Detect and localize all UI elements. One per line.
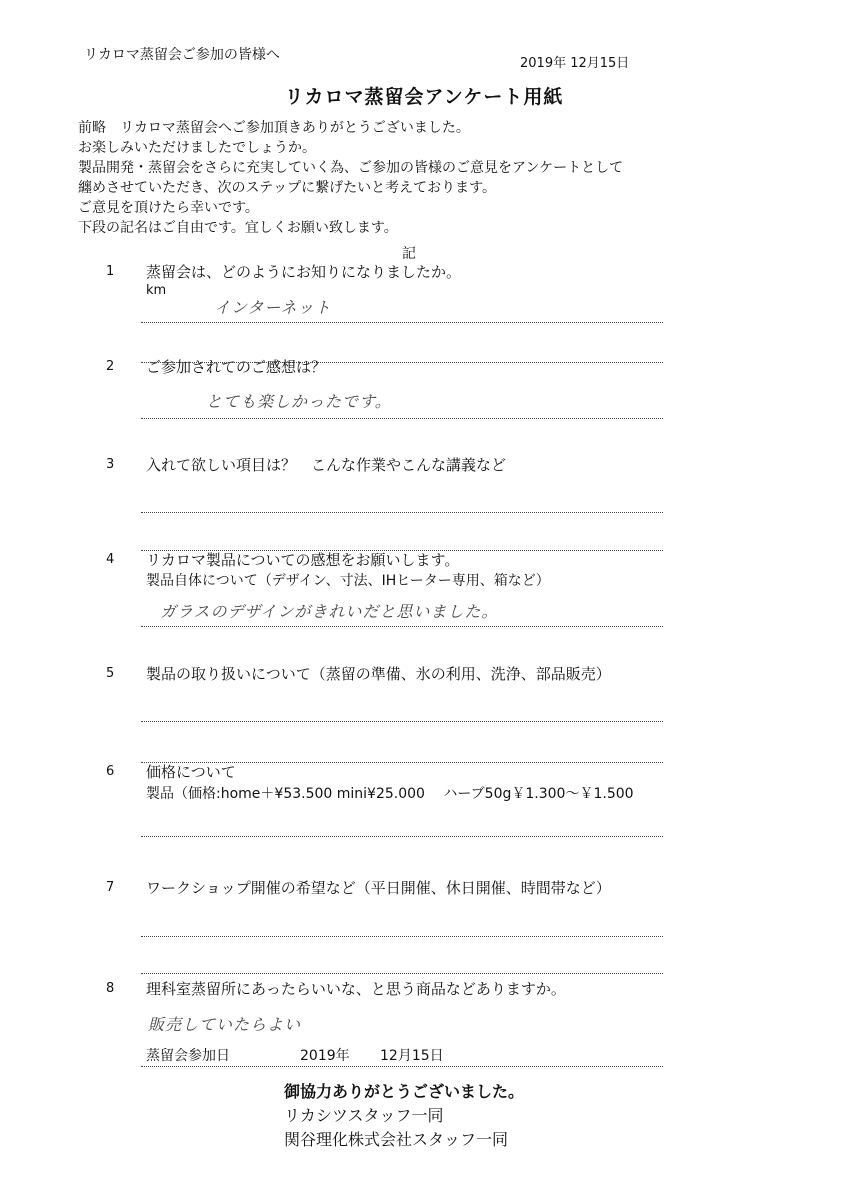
closing-thanks: 御協力ありがとうございました。 (284, 1082, 525, 1101)
question-4-answer[interactable]: ガラスのデザインがきれいだと思いました。 (160, 602, 499, 621)
intro-line: お楽しみいただけましたでしょうか。 (78, 140, 316, 156)
intro-line: 纏めさせていただき、次のステップに繋げたいと考えております。 (78, 180, 497, 196)
question-8-number: 8 (106, 981, 115, 996)
answer-line (141, 1066, 663, 1067)
question-1-answer[interactable]: インターネット (214, 298, 332, 317)
intro-line: ご意見を頂けたら幸いです。 (78, 200, 259, 216)
question-6-text: 価格について (146, 763, 236, 781)
question-5-text: 製品の取り扱いについて（蒸留の準備、氷の利用、洗浄、部品販売） (146, 665, 611, 683)
question-4-text: リカロマ製品についての感想をお願いします。 (146, 551, 460, 569)
intro-line: 前略 リカロマ蒸留会へご参加頂きありがとうございました。 (78, 120, 470, 136)
question-5-number: 5 (106, 666, 115, 681)
answer-line (141, 362, 663, 363)
question-7-text: ワークショップ開催の希望など（平日開催、休日開催、時間帯など） (146, 879, 611, 897)
attendance-date: 12月15日 (380, 1048, 444, 1064)
answer-line (141, 550, 663, 551)
answer-line (141, 418, 663, 419)
question-2-text: ご参加されてのご感想は？ (146, 358, 327, 376)
question-2-answer[interactable]: とても楽しかったです。 (206, 392, 392, 411)
question-7-number: 7 (106, 880, 115, 895)
answer-line (141, 322, 663, 323)
question-8-text: 理科室蒸留所にあったらいいな、と思う商品などありますか。 (146, 980, 566, 998)
ki-heading: 記 (402, 246, 416, 262)
question-4-sub: 製品自体について（デザイン、寸法、IHヒーター専用、箱など） (146, 573, 550, 589)
survey-title: リカロマ蒸留会アンケート用紙 (284, 86, 564, 108)
question-1-note: km (146, 283, 167, 298)
closing-staff-2: 関谷理化株式会社スタッフ一同 (284, 1130, 509, 1149)
answer-line (141, 973, 663, 974)
question-3-number: 3 (106, 457, 115, 472)
attendance-year: 2019年 (300, 1048, 350, 1064)
intro-text (78, 118, 623, 238)
answer-line (141, 721, 663, 722)
question-6-sub: 製品（価格:home＋¥53.500 mini¥25.000 ハーブ50g￥1.300～￥1.500 (146, 786, 634, 802)
attendance-label: 蒸留会参加日 (146, 1048, 230, 1064)
question-1-number: 1 (106, 264, 115, 279)
question-8-answer[interactable]: 販売していたらよい (148, 1015, 302, 1034)
question-3-text: 入れて欲しい項目は？ こんな作業やこんな講義など (146, 456, 507, 474)
header-date: 2019年 12月15日 (520, 56, 630, 71)
addressee: リカロマ蒸留会ご参加の皆様へ (84, 47, 280, 63)
answer-line (141, 762, 663, 763)
question-2-number: 2 (106, 359, 115, 374)
question-1-text: 蒸留会は、どのようにお知りになりましたか。 (146, 263, 462, 281)
closing-staff-1: リカシツスタッフ一同 (284, 1106, 444, 1125)
answer-line (141, 626, 663, 627)
question-4-number: 4 (106, 552, 115, 567)
intro-line: 製品開発・蒸留会をさらに充実していく為、ご参加の皆様のご意見をアンケートとして (78, 160, 624, 176)
answer-line (141, 512, 663, 513)
question-6-number: 6 (106, 764, 115, 779)
answer-line (141, 836, 663, 837)
intro-line: 下段の記名はご自由です。宜しくお願い致します。 (78, 220, 398, 236)
answer-line (141, 936, 663, 937)
